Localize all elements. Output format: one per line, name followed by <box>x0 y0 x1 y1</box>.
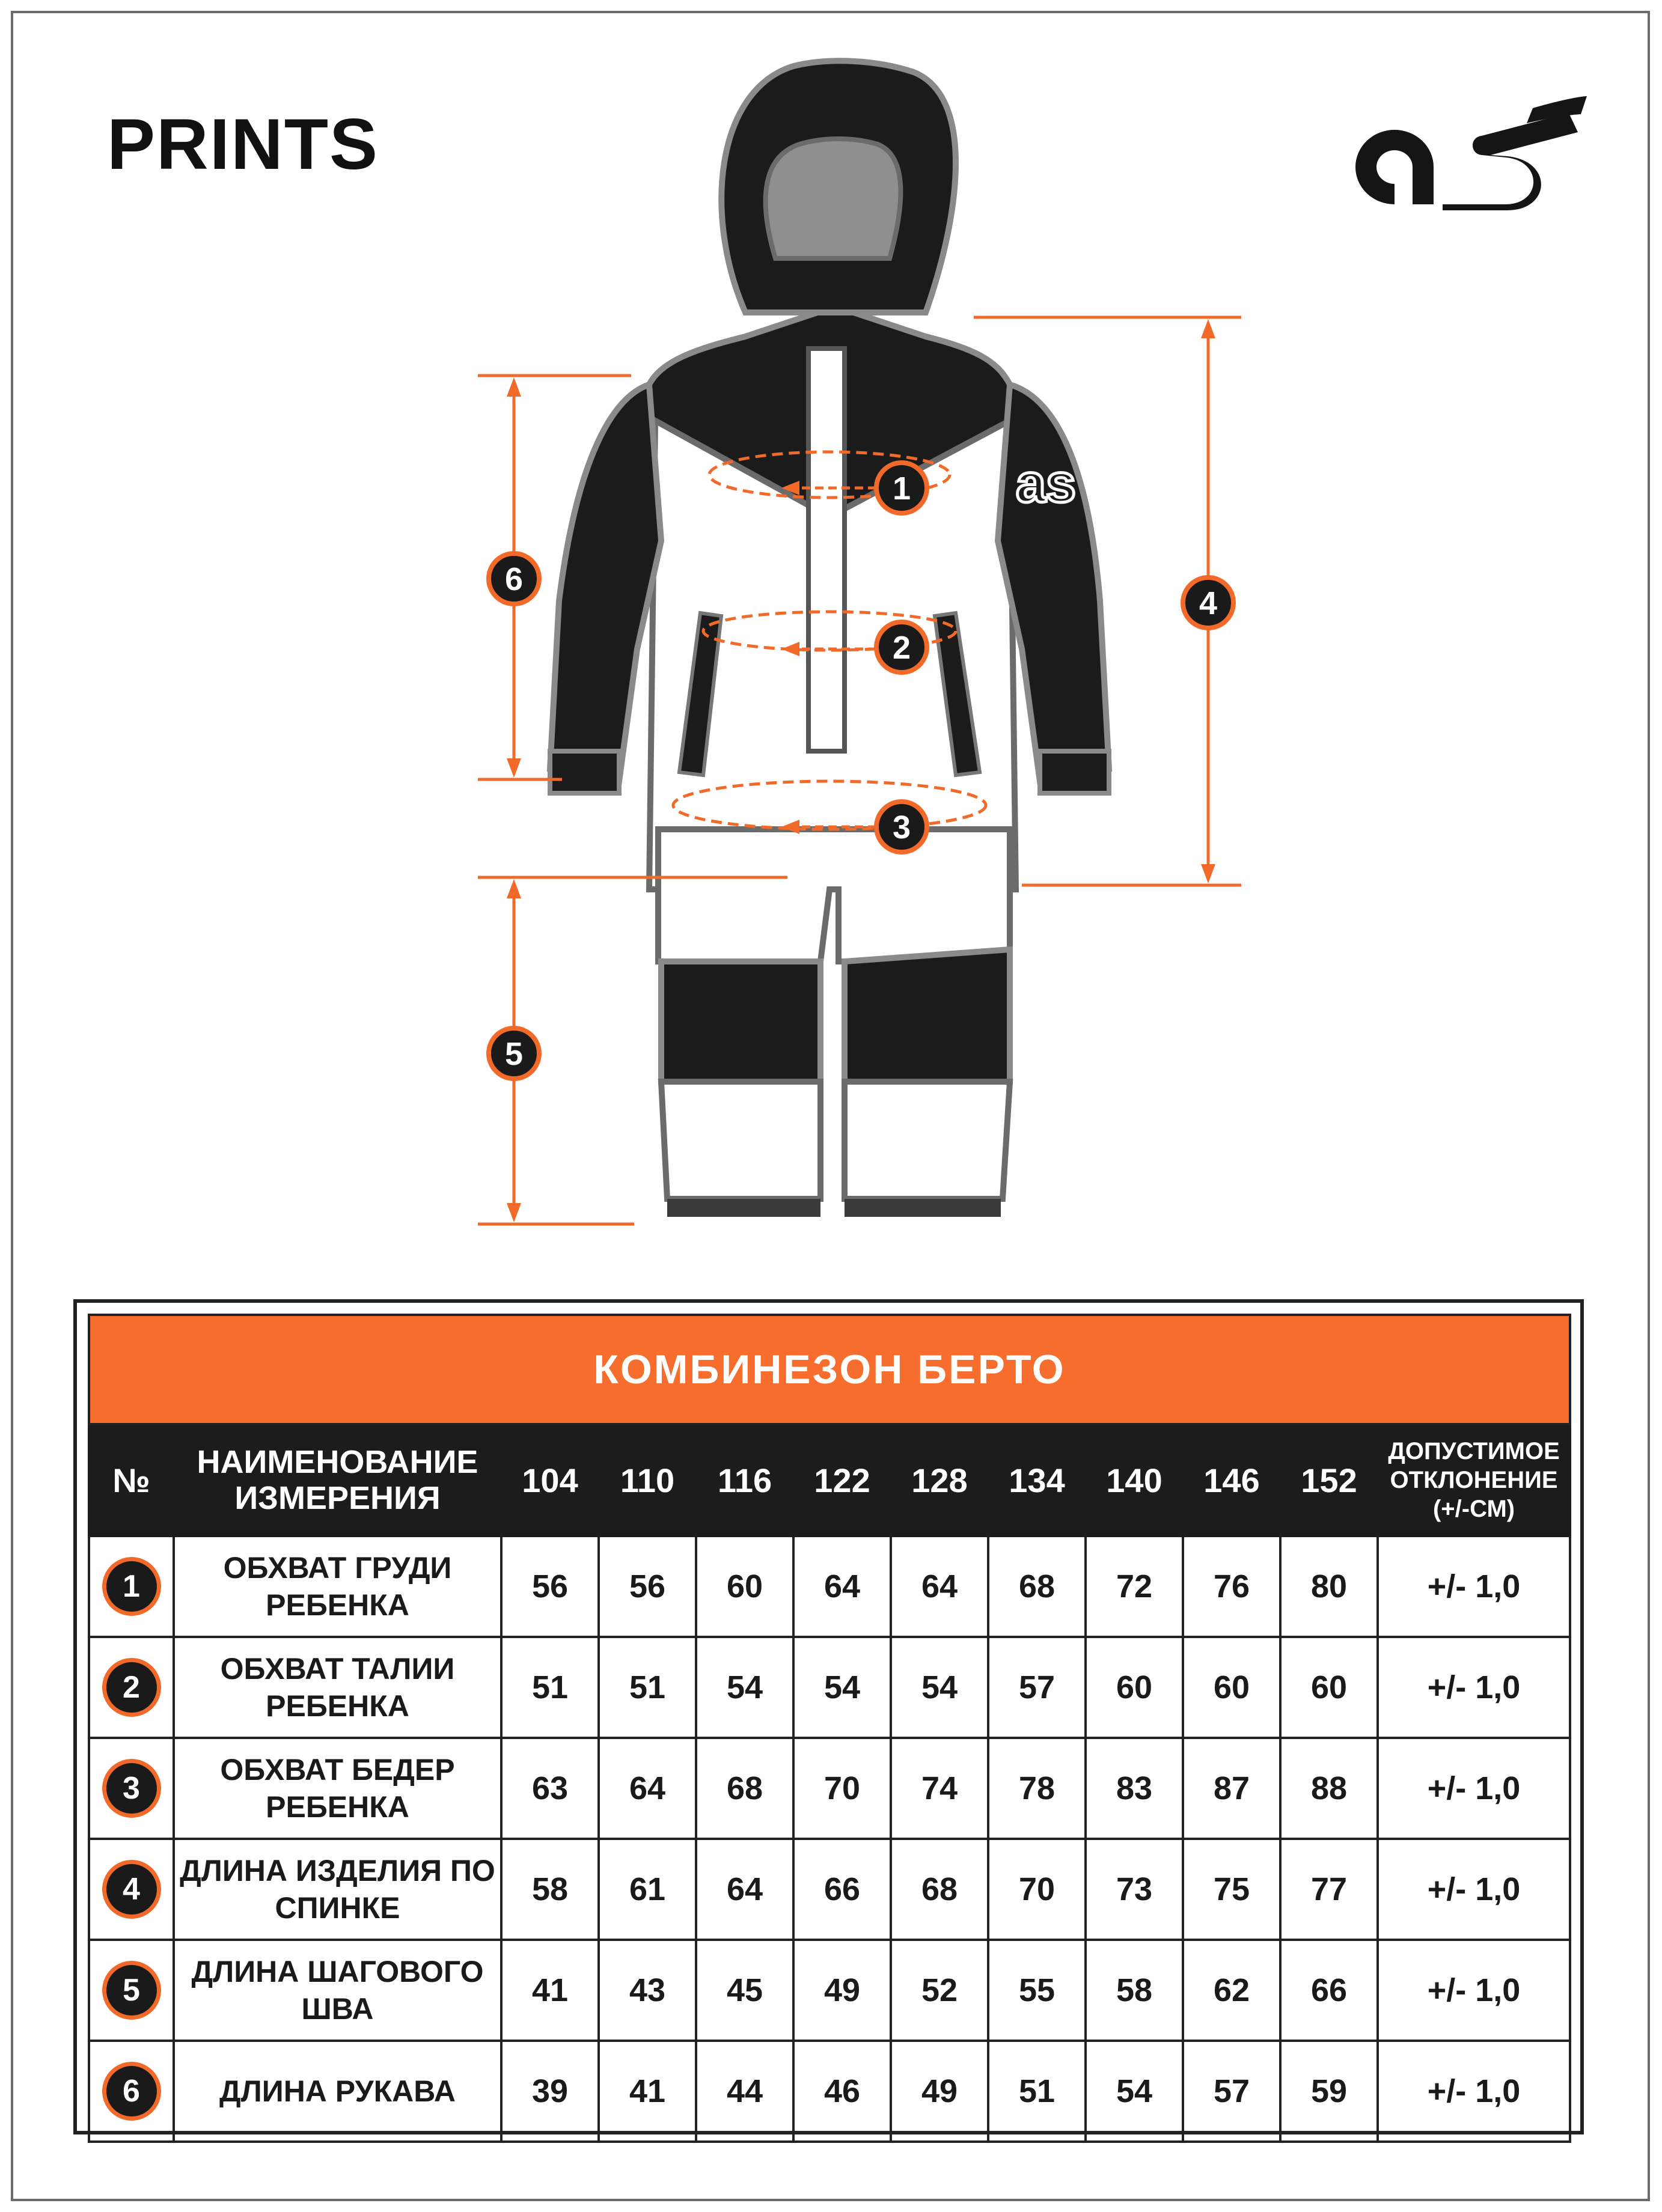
cell-value: 72 <box>1086 1536 1183 1637</box>
brand-title: PRINTS <box>107 104 379 184</box>
cell-value: 64 <box>891 1536 988 1637</box>
col-header-size: 140 <box>1086 1424 1183 1536</box>
right-cuff <box>845 1199 1001 1217</box>
cell-value: 43 <box>599 1940 696 2041</box>
cell-tolerance: +/- 1,0 <box>1378 1940 1570 2041</box>
table-row <box>89 1940 1570 2041</box>
cell-value: 60 <box>1086 1637 1183 1738</box>
cell-value: 68 <box>891 1839 988 1940</box>
cell-value: 59 <box>1280 2041 1378 2142</box>
cell-value: 64 <box>793 1536 891 1637</box>
cell-value: 62 <box>1183 1940 1280 2041</box>
cell-value: 60 <box>1183 1637 1280 1738</box>
zipper <box>808 349 845 751</box>
marker-5 <box>489 1028 539 1079</box>
col-header-size: 110 <box>599 1424 696 1536</box>
cell-value: 49 <box>891 2041 988 2142</box>
row-badge: 2 <box>102 1658 161 1717</box>
marker-1 <box>876 463 927 513</box>
cell-value: 73 <box>1086 1839 1183 1940</box>
col-header-size: 128 <box>891 1424 988 1536</box>
cell-value: 63 <box>501 1738 599 1839</box>
svg-text:1: 1 <box>892 471 911 507</box>
cell-value: 60 <box>1280 1637 1378 1738</box>
marker-4 <box>1183 577 1233 628</box>
left-leg-lower <box>661 1082 820 1199</box>
left-sleeve-cuff <box>550 751 619 793</box>
cell-value: 51 <box>988 2041 1086 2142</box>
cell-value: 64 <box>696 1839 793 1940</box>
left-sleeve <box>550 385 661 781</box>
cell-value: 68 <box>988 1536 1086 1637</box>
cell-value: 49 <box>793 1940 891 2041</box>
svg-text:3: 3 <box>892 809 911 845</box>
cell-value: 45 <box>696 1940 793 2041</box>
cell-value: 56 <box>599 1536 696 1637</box>
row-number <box>89 1839 174 1940</box>
cell-value: 78 <box>988 1738 1086 1839</box>
cell-value: 66 <box>1280 1940 1378 2041</box>
legs-upper <box>658 829 1010 961</box>
cell-value: 75 <box>1183 1839 1280 1940</box>
cell-value: 51 <box>501 1637 599 1738</box>
cell-value: 41 <box>501 1940 599 2041</box>
col-header-size: 152 <box>1280 1424 1378 1536</box>
col-header-size: 146 <box>1183 1424 1280 1536</box>
svg-text:6: 6 <box>504 561 524 597</box>
col-header-size: 122 <box>793 1424 891 1536</box>
cell-value: 55 <box>988 1940 1086 2041</box>
row-badge: 6 <box>102 2062 161 2121</box>
row-name: ОБХВАТ БЕДЕР РЕБЕНКА <box>174 1738 501 1839</box>
cell-value: 52 <box>891 1940 988 2041</box>
cell-value: 64 <box>599 1738 696 1839</box>
sleeve-logo-icon: as <box>1016 454 1077 514</box>
cell-value: 57 <box>1183 2041 1280 2142</box>
table-row <box>89 1738 1570 1839</box>
col-header-size: 116 <box>696 1424 793 1536</box>
cell-value: 54 <box>891 1637 988 1738</box>
row-number <box>89 1536 174 1637</box>
cell-value: 80 <box>1280 1536 1378 1637</box>
row-name: ДЛИНА ШАГОВОГО ШВА <box>174 1940 501 2041</box>
right-sleeve-cuff <box>1040 751 1109 793</box>
row-badge: 5 <box>102 1961 161 2020</box>
cell-value: 54 <box>696 1637 793 1738</box>
cell-tolerance: +/- 1,0 <box>1378 1637 1570 1738</box>
row-number <box>89 1637 174 1738</box>
col-header-name: НАИМЕНОВАНИЕ ИЗМЕРЕНИЯ <box>174 1424 501 1536</box>
cell-value: 56 <box>501 1536 599 1637</box>
marker-2 <box>876 622 927 672</box>
svg-text:5: 5 <box>504 1036 524 1072</box>
row-number <box>89 2041 174 2142</box>
row-number <box>89 1738 174 1839</box>
cell-value: 66 <box>793 1839 891 1940</box>
table-row <box>89 2041 1570 2142</box>
col-header-size: 104 <box>501 1424 599 1536</box>
cell-value: 54 <box>793 1637 891 1738</box>
table-title: КОМБИНЕЗОН БЕРТО <box>89 1315 1570 1424</box>
svg-text:4: 4 <box>1199 585 1218 621</box>
cell-value: 60 <box>696 1536 793 1637</box>
row-name: ДЛИНА РУКАВА <box>174 2041 501 2142</box>
table-header-row <box>89 1424 1570 1536</box>
cell-value: 70 <box>988 1839 1086 1940</box>
row-badge: 4 <box>102 1860 161 1919</box>
row-number <box>89 1940 174 2041</box>
cell-tolerance: +/- 1,0 <box>1378 1839 1570 1940</box>
col-header-tolerance: ДОПУСТИМОЕ ОТКЛОНЕНИЕ (+/-СМ) <box>1378 1424 1570 1536</box>
cell-value: 61 <box>599 1839 696 1940</box>
cell-value: 87 <box>1183 1738 1280 1839</box>
row-badge: 3 <box>102 1759 161 1818</box>
table-row <box>89 1637 1570 1738</box>
cell-value: 57 <box>988 1637 1086 1738</box>
cell-tolerance: +/- 1,0 <box>1378 1738 1570 1839</box>
row-name: ДЛИНА ИЗДЕЛИЯ ПО СПИНКЕ <box>174 1839 501 1940</box>
cell-value: 70 <box>793 1738 891 1839</box>
table-row <box>89 1536 1570 1637</box>
size-chart <box>73 1299 1584 2134</box>
col-header-size: 134 <box>988 1424 1086 1536</box>
row-badge: 1 <box>102 1557 161 1616</box>
cell-value: 83 <box>1086 1738 1183 1839</box>
svg-text:2: 2 <box>892 630 911 666</box>
cell-value: 46 <box>793 2041 891 2142</box>
cell-value: 54 <box>1086 2041 1183 2142</box>
left-knee <box>661 961 820 1082</box>
marker-6 <box>489 553 539 604</box>
cell-tolerance: +/- 1,0 <box>1378 1536 1570 1637</box>
cell-value: 58 <box>1086 1940 1183 2041</box>
row-name: ОБХВАТ ГРУДИ РЕБЕНКА <box>174 1536 501 1637</box>
cell-value: 88 <box>1280 1738 1378 1839</box>
cell-value: 41 <box>599 2041 696 2142</box>
cell-tolerance: +/- 1,0 <box>1378 2041 1570 2142</box>
cell-value: 39 <box>501 2041 599 2142</box>
table-row <box>89 1839 1570 1940</box>
cell-value: 76 <box>1183 1536 1280 1637</box>
hood-lining <box>766 139 901 258</box>
cell-value: 77 <box>1280 1839 1378 1940</box>
cell-value: 58 <box>501 1839 599 1940</box>
left-cuff <box>667 1199 820 1217</box>
marker-3 <box>876 802 927 852</box>
cell-value: 68 <box>696 1738 793 1839</box>
right-leg-lower <box>845 1082 1010 1199</box>
row-name: ОБХВАТ ТАЛИИ РЕБЕНКА <box>174 1637 501 1738</box>
size-table <box>88 1314 1571 2143</box>
cell-value: 74 <box>891 1738 988 1839</box>
cell-value: 44 <box>696 2041 793 2142</box>
right-knee <box>845 949 1010 1082</box>
col-header-num: № <box>89 1424 174 1536</box>
cell-value: 51 <box>599 1637 696 1738</box>
